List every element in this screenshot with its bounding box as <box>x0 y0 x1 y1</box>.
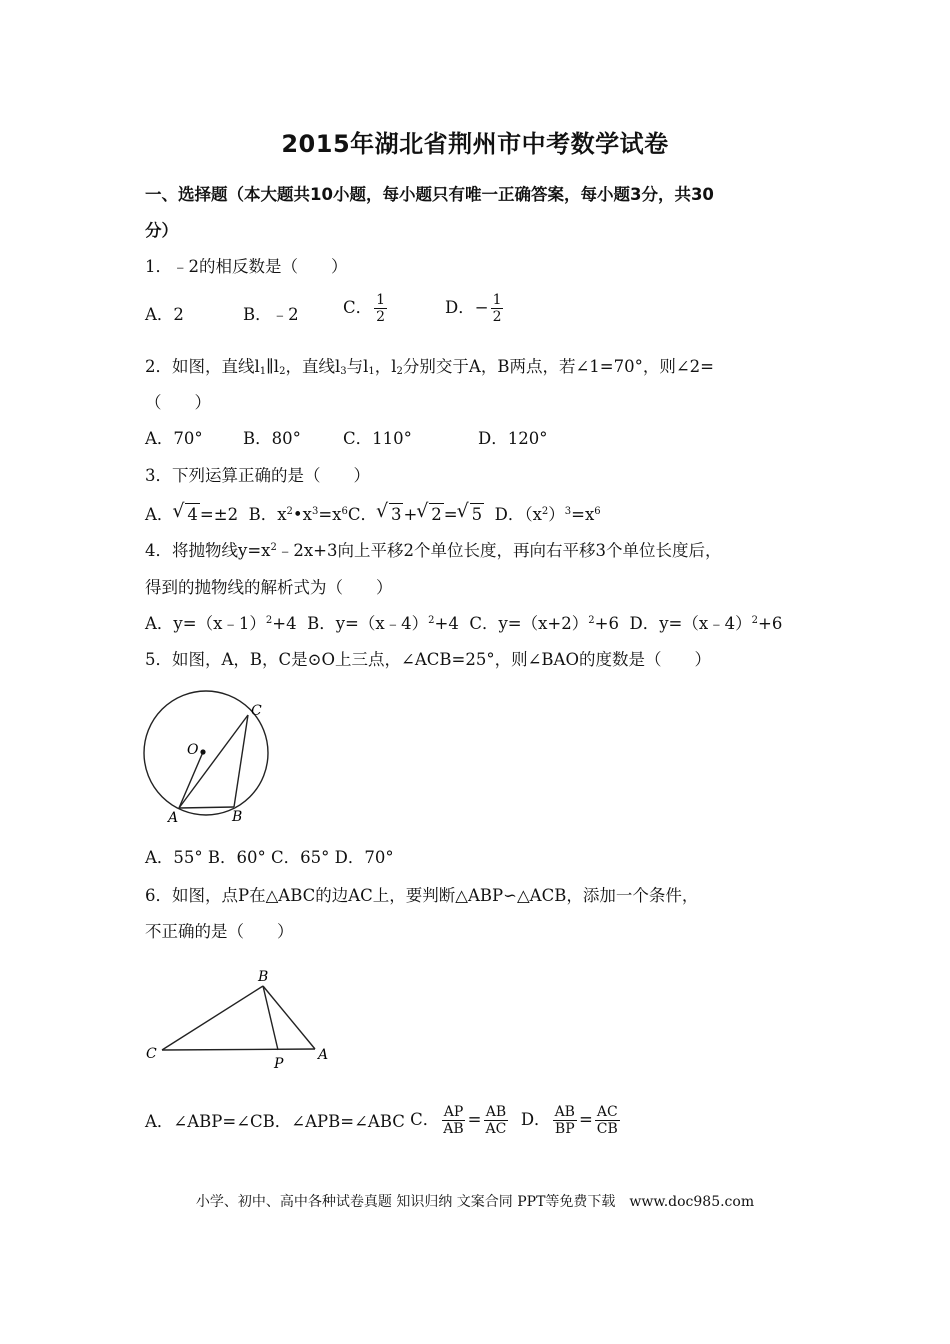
q2-text: ，直线l <box>285 357 341 376</box>
q5-circle-figure <box>130 688 280 828</box>
page-title: 2015年湖北省荆州市中考数学试卷 <box>281 130 669 158</box>
q6-d-num: AC <box>596 1104 618 1120</box>
q6-options <box>145 1106 622 1139</box>
q6-c-label: C． <box>410 1110 440 1129</box>
q2-text: ∥l <box>266 357 280 376</box>
q3-option-d <box>495 505 601 524</box>
circle-outline <box>144 691 268 815</box>
q3-stem: 3．下列运算正确的是（ ） <box>145 466 370 485</box>
q1-c-fraction <box>374 292 387 325</box>
q6-c-eq: = <box>467 1110 482 1129</box>
q3-options <box>145 503 601 526</box>
q6-c-num: AB <box>485 1104 507 1120</box>
q3-a-rest: =±2 <box>199 505 239 524</box>
q6-stem-cont: 不正确的是（ ） <box>145 922 294 941</box>
q6-option-d <box>521 1104 622 1137</box>
q6-option-b: B．∠APB=∠ABC <box>262 1112 405 1131</box>
q4-b-exp: 2 <box>428 615 435 626</box>
segment-ab <box>179 807 234 808</box>
q6-stem: 6．如图，点P在△ABC的边AC上，要判断△ABP∽△ACB，添加一个条件， <box>145 886 699 905</box>
q2-option-d: D．120° <box>478 429 548 448</box>
q3-d-exp: 6 <box>594 506 601 517</box>
q4-b-text: +4 <box>434 614 459 633</box>
q2-sub: 2 <box>279 366 286 377</box>
label-a: A <box>318 1047 329 1063</box>
q1-d-num: 1 <box>492 292 502 308</box>
q2-stem <box>145 356 714 378</box>
section-heading-cont: 分） <box>145 221 178 240</box>
segment-bc <box>234 715 248 807</box>
q5-options: A．55° B．60° C．65° D．70° <box>145 848 394 867</box>
q6-d-frac1 <box>553 1104 577 1137</box>
q2-text: 2．如图，直线l <box>145 357 260 376</box>
q4-option-b <box>307 614 459 633</box>
q3-d-mid: ） <box>548 505 565 524</box>
q1-option-b: B．﹣2 <box>243 305 299 324</box>
q4-option-d <box>629 614 782 633</box>
q2-option-b: B．80° <box>243 429 301 448</box>
q1-c-den: 2 <box>376 309 386 325</box>
q3-c-radical: √ 3 <box>389 503 404 526</box>
q6-c-num: AP <box>443 1104 464 1120</box>
q4-d-text: D．y=（x﹣4） <box>629 614 752 633</box>
label-p: P <box>274 1056 284 1072</box>
q6-triangle-figure <box>140 964 340 1074</box>
q2-sub: 1 <box>368 366 375 377</box>
section-heading: 一、选择题（本大题共10小题，每小题只有唯一正确答案，每小题3分，共30 <box>145 185 714 204</box>
q5-stem: 5．如图，A，B，C是⊙O上三点，∠ACB=25°，则∠BAO的度数是（ ） <box>145 650 711 669</box>
q6-c-frac2 <box>484 1104 509 1137</box>
q6-option-c <box>410 1104 510 1137</box>
q3-d-eq: =x <box>571 505 595 524</box>
q6-c-den: AC <box>485 1121 507 1137</box>
label-c: C <box>146 1046 157 1062</box>
q2-stem-cont: （ ） <box>145 393 211 412</box>
q4-d-exp: 2 <box>751 615 759 626</box>
q3-b-label: B．x <box>248 505 287 524</box>
q6-d-den: CB <box>596 1121 618 1137</box>
q4-a-exp: 2 <box>265 615 273 626</box>
q3-b-exp: 2 <box>286 506 293 517</box>
label-o: O <box>187 742 199 758</box>
q2-text: 分别交于A，B两点，若∠1=70°，则∠2= <box>402 357 714 376</box>
q2-text: 与l <box>346 357 369 376</box>
label-b: B <box>232 809 243 825</box>
q3-option-a <box>145 505 238 524</box>
q1-d-label: D． <box>445 298 475 317</box>
q4-c-text: C．y=（x+2） <box>469 614 589 633</box>
q3-c-plus: + <box>403 505 418 524</box>
q1-d-fraction <box>491 292 504 325</box>
q4-b-text: B．y=（x﹣4） <box>307 614 429 633</box>
q1-stem: 1．﹣2的相反数是（ ） <box>145 257 348 276</box>
label-b: B <box>258 969 269 985</box>
q1-d-den: 2 <box>492 309 502 325</box>
q4-stem <box>145 540 721 562</box>
q4-option-a <box>145 614 297 633</box>
q6-c-den: AB <box>443 1121 464 1137</box>
q6-d-num: AB <box>554 1104 575 1120</box>
q3-d-label: D．（x <box>494 505 542 524</box>
q2-sub: 1 <box>259 366 267 377</box>
q3-b-exp: 6 <box>341 506 348 517</box>
q3-option-b <box>249 505 348 524</box>
q4-text: 4．将抛物线y=x <box>145 541 271 560</box>
q3-d-exp: 2 <box>541 506 549 517</box>
segment-ac <box>179 715 248 808</box>
q2-option-a: A．70° <box>145 429 203 448</box>
segment-ca <box>162 1049 315 1050</box>
q3-b-exp: 3 <box>311 506 319 517</box>
q3-c-label: C． <box>347 505 377 524</box>
q6-option-a: A．∠ABP=∠C <box>145 1112 263 1131</box>
segment-cb <box>162 986 263 1050</box>
q3-c-radical: √ 5 <box>470 503 485 526</box>
label-c: C <box>251 703 262 719</box>
q1-option-c <box>343 292 389 325</box>
q1-c-num: 1 <box>376 292 386 308</box>
q3-a-radical: √ 4 <box>185 503 200 526</box>
q3-b-mid: •x <box>292 505 312 524</box>
q6-d-label: D． <box>520 1110 551 1129</box>
q2-option-c: C．110° <box>343 429 412 448</box>
q4-text: ﹣2x+3向上平移2个单位长度，再向右平移3个单位长度后， <box>276 541 722 560</box>
q1-option-a: A．2 <box>145 305 184 324</box>
q2-text: ，l <box>374 357 397 376</box>
q1-option-d <box>445 292 505 325</box>
q4-a-text: +4 <box>272 614 297 633</box>
q2-sub: 3 <box>340 366 347 377</box>
q4-stem-cont: 得到的抛物线的解析式为（ ） <box>145 578 393 597</box>
q4-option-c <box>469 614 619 633</box>
page-footer: 小学、初中、高中各种试卷真题 知识归纳 文案合同 PPT等免费下载 www.doc985.com <box>195 1194 755 1210</box>
q6-d-eq: = <box>578 1110 593 1129</box>
q4-a-text: A．y=（x﹣1） <box>145 614 266 633</box>
q4-options <box>145 613 782 635</box>
q3-a-label: A． <box>145 505 174 524</box>
q2-sub: 2 <box>396 366 403 377</box>
q4-c-text: +6 <box>594 614 619 633</box>
q3-c-radical: √ 2 <box>429 503 444 526</box>
q3-c-eq: = <box>443 505 458 524</box>
q6-c-frac1 <box>441 1104 465 1137</box>
q4-d-text: +6 <box>758 614 783 633</box>
label-a: A <box>168 810 179 826</box>
q3-option-c <box>348 505 484 524</box>
q1-d-sign: − <box>474 298 489 317</box>
q4-c-exp: 2 <box>588 615 595 626</box>
q4-exp: 2 <box>270 542 277 553</box>
q1-c-label: C． <box>343 298 373 317</box>
q3-d-exp: 3 <box>564 506 572 517</box>
center-point <box>200 749 205 754</box>
q3-b-eq: =x <box>318 505 342 524</box>
q6-d-den: BP <box>554 1121 575 1137</box>
q6-d-frac2 <box>595 1104 620 1137</box>
